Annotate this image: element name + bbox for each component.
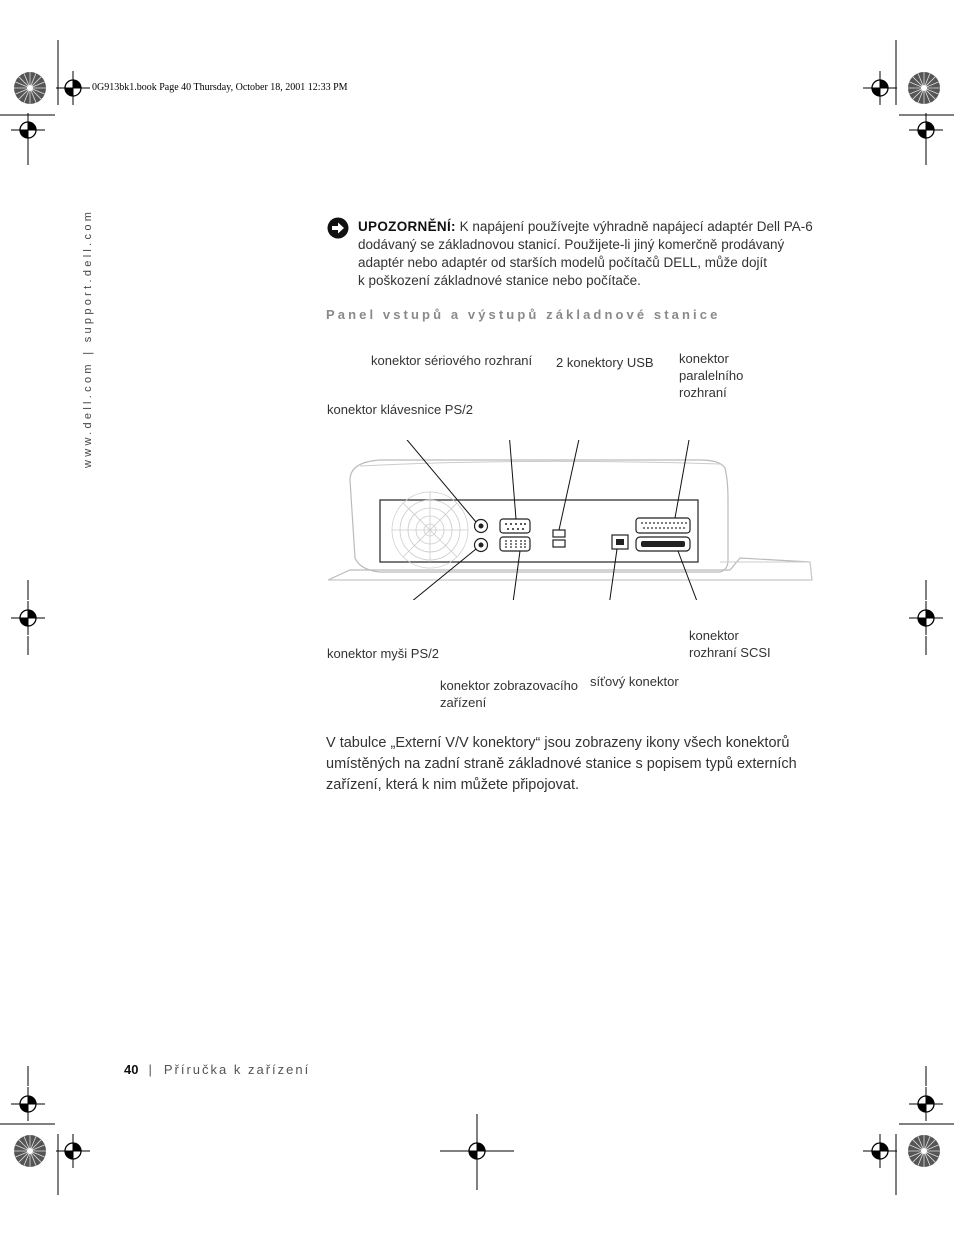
page-footer: [124, 1062, 310, 1077]
star-target-bottom-right: [908, 1135, 940, 1167]
label-parallel-line-1: konektor: [679, 351, 729, 366]
star-target-top-left: [14, 72, 46, 104]
label-keyboard-connector: konektor klávesnice PS/2: [327, 402, 473, 417]
serial-port: [500, 519, 530, 533]
label-usb-connectors: 2 konektory USB: [556, 355, 654, 370]
usb-port-2: [553, 540, 565, 547]
label-scsi-connector: [689, 627, 771, 661]
body-line-3: zařízení, která k nim můžete připojovat.: [326, 777, 580, 793]
label-serial-connector: konektor sériového rozhraní: [371, 353, 533, 368]
print-header: 0G913bk1.book Page 40 Thursday, October 18, 2001 12:33 PM: [92, 82, 348, 93]
notice-text-1: K napájení používejte výhradně napájecí adaptér Dell PA-6: [455, 219, 813, 234]
star-target-bottom-left: [14, 1135, 46, 1167]
notice-line-3: adaptér nebo adaptér od starších modelů počítačů DELL, může dojít: [358, 255, 768, 270]
notice-line-1: [358, 218, 818, 236]
body-line-2: umístěných na zadní straně základnové stanice s popisem typů externích: [326, 756, 797, 772]
label-parallel-connector: [679, 350, 743, 401]
notice-line-2: dodávaný se základnovou stanicí. Použijete-li jiný komerčně prodávaný: [358, 237, 785, 252]
section-title: Panel vstupů a výstupů základnové stanice: [326, 307, 721, 322]
label-video-line-1: konektor zobrazovacího: [440, 678, 579, 693]
docking-station-diagram: [320, 440, 820, 600]
notice-line-4: k poškození základnové stanice nebo počítače.: [358, 273, 641, 288]
label-scsi-line-1: konektor: [689, 628, 739, 643]
label-scsi-line-2: rozhraní SCSI: [689, 645, 771, 660]
fan-grille: [392, 492, 468, 568]
label-mouse-connector: konektor myši PS/2: [327, 646, 439, 661]
label-parallel-line-3: rozhraní: [679, 385, 727, 400]
label-video-connector: [440, 677, 578, 711]
star-target-top-right: [908, 72, 940, 104]
notice-block: [358, 218, 818, 290]
parallel-port: [636, 518, 690, 533]
footer-title: Příručka k zařízení: [163, 1062, 311, 1077]
page-number: 40: [124, 1062, 139, 1077]
usb-port-1: [553, 530, 565, 537]
station-top-edge: [360, 461, 720, 466]
body-paragraph: [326, 733, 796, 796]
label-parallel-line-2: paralelního: [679, 368, 744, 383]
label-network-connector: síťový konektor: [590, 674, 679, 689]
sidebar-url: www.dell.com | support.dell.com: [82, 208, 94, 468]
label-video-line-2: zařízení: [440, 695, 487, 710]
body-line-1: V tabulce „Externí V/V konektory“ jsou zobrazeny ikony všech konektorů: [326, 735, 790, 751]
notice-label: UPOZORNĚNÍ:: [358, 219, 456, 234]
footer-separator: |: [148, 1062, 152, 1077]
notice-arrow-icon: [327, 217, 349, 239]
